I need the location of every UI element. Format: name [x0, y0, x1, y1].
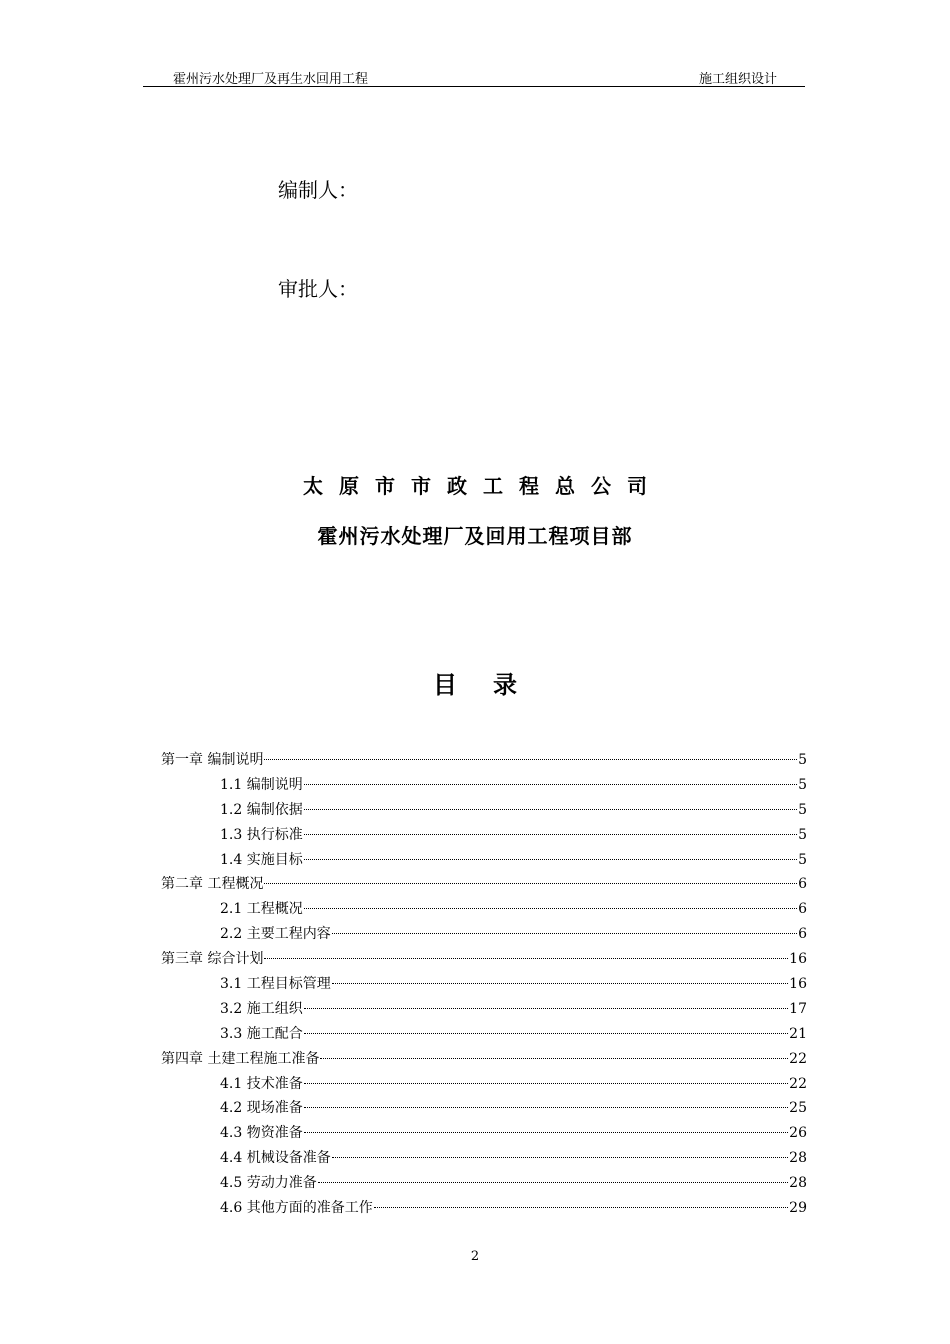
toc-entry[interactable] [161, 898, 807, 923]
toc-entry-page: 5 [798, 826, 807, 843]
toc-entry[interactable] [161, 923, 807, 948]
toc-entry[interactable] [161, 799, 807, 824]
toc-entry-page: 21 [789, 1025, 807, 1042]
toc-dot-leader [374, 1206, 788, 1208]
toc-entry-label: 1.2 编制依据 [220, 801, 303, 818]
toc-dot-leader [304, 833, 797, 835]
toc-entry[interactable] [161, 973, 807, 998]
toc-entry-page: 22 [789, 1075, 807, 1092]
toc-entry-page: 28 [789, 1150, 807, 1167]
toc-entry-label: 4.1 技术准备 [220, 1075, 303, 1092]
toc-entry-label: 3.1 工程目标管理 [220, 976, 331, 993]
toc-dot-leader [320, 1057, 788, 1059]
toc-entry-label: 1.1 编制说明 [220, 776, 303, 793]
toc-entry-page: 22 [789, 1050, 807, 1067]
toc-entry-page: 16 [789, 976, 807, 993]
toc-entry-page: 6 [798, 926, 807, 943]
toc-entry[interactable] [161, 824, 807, 849]
toc-entry-page: 5 [798, 776, 807, 793]
toc-entry-label: 第四章 土建工程施工准备 [161, 1050, 320, 1067]
toc-entry-label: 2.1 工程概况 [220, 901, 303, 918]
toc-entry[interactable] [161, 1073, 807, 1098]
toc-dot-leader [318, 1181, 788, 1183]
toc-entry-label: 1.3 执行标准 [220, 826, 303, 843]
toc-dot-leader [332, 982, 788, 984]
toc-entry[interactable] [161, 849, 807, 874]
toc-entry[interactable] [161, 1097, 807, 1122]
header-project-title: 霍州污水处理厂及再生水回用工程 [173, 72, 369, 87]
toc-dot-leader [304, 1082, 788, 1084]
toc-entry-label: 4.5 劳动力准备 [220, 1175, 317, 1192]
toc-entry-page: 28 [789, 1175, 807, 1192]
toc-entry[interactable] [161, 1048, 807, 1073]
toc-entry[interactable] [161, 1023, 807, 1048]
toc-entry-label: 第三章 综合计划 [161, 951, 264, 968]
toc-entry-page: 6 [798, 876, 807, 893]
toc-entry[interactable] [161, 1197, 807, 1222]
toc-dot-leader [304, 858, 797, 860]
toc-entry-page: 25 [789, 1100, 807, 1117]
toc-dot-leader [332, 932, 797, 934]
toc-dot-leader [304, 907, 797, 909]
company-name: 太原市市政工程总公司 [303, 474, 663, 498]
toc-dot-leader [304, 1131, 788, 1133]
toc-entry-label: 4.3 物资准备 [220, 1125, 303, 1142]
toc-dot-leader [304, 808, 797, 810]
toc-dot-leader [264, 882, 797, 884]
toc-dot-leader [264, 758, 797, 760]
toc-entry-label: 3.3 施工配合 [220, 1025, 303, 1042]
toc-entry[interactable] [161, 998, 807, 1023]
toc-dot-leader [304, 1032, 788, 1034]
toc-entry[interactable] [161, 774, 807, 799]
toc-entry[interactable] [161, 749, 807, 774]
toc-dot-leader [264, 957, 788, 959]
toc-entry-label: 3.2 施工组织 [220, 1000, 303, 1017]
toc-entry-page: 29 [789, 1200, 807, 1217]
toc-entry-page: 16 [789, 951, 807, 968]
toc-entry-label: 4.6 其他方面的准备工作 [220, 1200, 373, 1217]
department-name: 霍州污水处理厂及回用工程项目部 [317, 524, 633, 548]
toc-entry-page: 17 [789, 1000, 807, 1017]
toc-entry-label: 1.4 实施目标 [220, 851, 303, 868]
header-document-type: 施工组织设计 [698, 72, 777, 87]
toc-dot-leader [332, 1156, 788, 1158]
table-of-contents [161, 749, 807, 1222]
toc-entry[interactable] [161, 1147, 807, 1172]
toc-entry-label: 4.4 机械设备准备 [220, 1150, 331, 1167]
page-number: 2 [470, 1249, 480, 1264]
toc-entry-label: 2.2 主要工程内容 [220, 926, 331, 943]
toc-entry[interactable] [161, 873, 807, 898]
toc-entry-page: 5 [798, 752, 807, 768]
toc-entry-page: 5 [798, 801, 807, 818]
toc-entry-page: 6 [798, 901, 807, 918]
toc-entry-label: 第二章 工程概况 [161, 876, 264, 893]
toc-entry[interactable] [161, 948, 807, 973]
approver-label: 审批人： [278, 277, 358, 301]
toc-dot-leader [304, 1007, 788, 1009]
toc-entry-page: 5 [798, 851, 807, 868]
toc-dot-leader [304, 783, 797, 785]
toc-entry-label: 第一章 编制说明 [161, 752, 264, 768]
toc-dot-leader [304, 1106, 788, 1108]
toc-entry-page: 26 [789, 1125, 807, 1142]
toc-entry[interactable] [161, 1172, 807, 1197]
preparer-label: 编制人： [278, 178, 358, 202]
toc-entry[interactable] [161, 1122, 807, 1147]
toc-entry-label: 4.2 现场准备 [220, 1100, 303, 1117]
toc-title: 目录 [433, 671, 553, 699]
page-header [143, 66, 805, 87]
